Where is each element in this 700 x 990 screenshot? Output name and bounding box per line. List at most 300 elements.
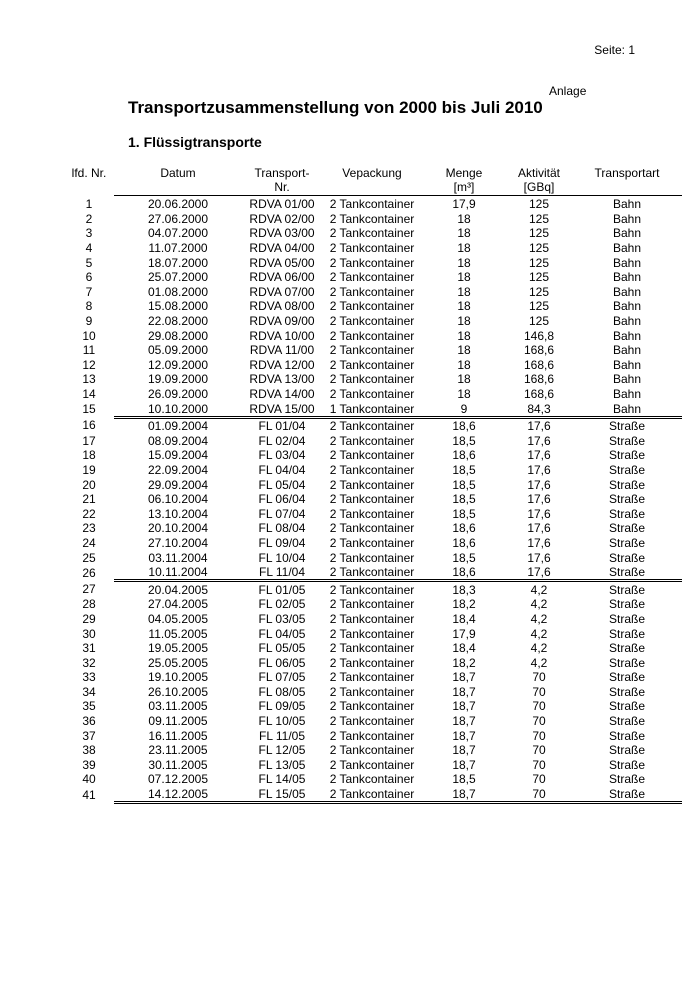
table-row: [64, 521, 682, 536]
cell-verpackung: 2 Tankcontainer: [329, 535, 415, 550]
cell-menge: 18,5: [452, 772, 476, 787]
table-row: [64, 714, 682, 729]
cell-menge: 18: [457, 387, 471, 402]
cell-lfd-nr: 5: [85, 255, 93, 270]
cell-lfd-nr: 38: [82, 743, 96, 758]
table-row: [64, 314, 682, 329]
table-header: [64, 166, 682, 196]
cell-transportart: Straße: [608, 477, 645, 492]
table-row: [64, 758, 682, 773]
column-header-transportart: Transportart: [572, 166, 682, 196]
cell-transportart: Straße: [608, 448, 645, 463]
cell-lfd-nr: 33: [82, 670, 96, 685]
cell-lfd-nr: 41: [82, 787, 96, 802]
cell-aktivitaet: 4,2: [530, 655, 548, 670]
cell-transport-nr: RDVA 02/00: [249, 211, 315, 226]
column-header-transport-nr: Transport- Nr.: [242, 166, 322, 196]
cell-aktivitaet: 17,6: [527, 535, 551, 550]
cell-verpackung: 2 Tankcontainer: [329, 492, 415, 507]
cell-transportart: Bahn: [612, 284, 642, 299]
table-row: [64, 387, 682, 402]
cell-datum: 18.07.2000: [147, 255, 209, 270]
cell-menge: 18,7: [452, 714, 476, 729]
cell-transport-nr: FL 03/05: [258, 611, 306, 626]
cell-lfd-nr: 4: [85, 241, 93, 256]
cell-aktivitaet: 125: [528, 255, 550, 270]
cell-datum: 20.10.2004: [147, 521, 209, 536]
cell-transportart: Bahn: [612, 372, 642, 387]
table-row: [64, 550, 682, 565]
cell-lfd-nr: 13: [82, 372, 96, 387]
cell-menge: 18,6: [452, 448, 476, 463]
cell-transportart: Straße: [608, 743, 645, 758]
cell-datum: 22.09.2004: [147, 462, 209, 477]
cell-datum: 25.05.2005: [147, 655, 209, 670]
cell-datum: 22.08.2000: [147, 314, 209, 329]
cell-lfd-nr: 36: [82, 714, 96, 729]
cell-verpackung: 2 Tankcontainer: [329, 550, 415, 565]
cell-datum: 25.07.2000: [147, 270, 209, 285]
cell-lfd-nr: 34: [82, 684, 96, 699]
cell-lfd-nr: 16: [82, 418, 96, 433]
cell-transport-nr: RDVA 09/00: [249, 314, 315, 329]
cell-aktivitaet: 168,6: [523, 357, 555, 372]
cell-verpackung: 2 Tankcontainer: [329, 433, 415, 448]
cell-lfd-nr: 28: [82, 597, 96, 612]
cell-datum: 10.10.2000: [114, 401, 242, 417]
table-row: [64, 196, 682, 212]
cell-menge: 18,7: [452, 670, 476, 685]
cell-transportart: Straße: [608, 714, 645, 729]
table-row: [64, 417, 682, 433]
cell-verpackung: 2 Tankcontainer: [329, 670, 415, 685]
cell-transport-nr: RDVA 01/00: [249, 197, 315, 212]
cell-aktivitaet: 4,2: [530, 611, 548, 626]
table-row: [64, 299, 682, 314]
cell-transportart: Straße: [608, 757, 645, 772]
cell-transport-nr: FL 13/05: [258, 757, 306, 772]
cell-transportart: Straße: [608, 462, 645, 477]
cell-menge: 18: [457, 343, 471, 358]
table-row: [64, 655, 682, 670]
cell-lfd-nr: 9: [85, 314, 93, 329]
cell-transportart: Straße: [572, 565, 682, 581]
cell-datum: 04.05.2005: [147, 611, 209, 626]
cell-lfd-nr: 17: [82, 433, 96, 448]
cell-transportart: Straße: [608, 684, 645, 699]
cell-lfd-nr: 40: [82, 772, 96, 787]
cell-verpackung: 2 Tankcontainer: [329, 387, 415, 402]
transport-table: [64, 166, 682, 804]
cell-datum: 29.09.2004: [147, 477, 209, 492]
cell-verpackung: 2 Tankcontainer: [329, 343, 415, 358]
cell-transport-nr: FL 05/04: [258, 477, 306, 492]
cell-menge: 18,6: [452, 521, 476, 536]
cell-aktivitaet: 70: [532, 772, 546, 787]
cell-datum: 01.09.2004: [147, 419, 209, 434]
cell-transportart: Bahn: [612, 226, 642, 241]
cell-lfd-nr: 26: [82, 565, 96, 580]
cell-transport-nr: RDVA 04/00: [249, 241, 315, 256]
cell-lfd-nr: 37: [82, 728, 96, 743]
cell-datum: 10.11.2004: [114, 565, 242, 581]
cell-verpackung: 2 Tankcontainer: [329, 714, 415, 729]
cell-datum: 01.08.2000: [147, 284, 209, 299]
cell-lfd-nr: 3: [85, 226, 93, 241]
cell-menge: 18: [457, 328, 471, 343]
cell-aktivitaet: 17,6: [506, 565, 572, 581]
cell-lfd-nr: 39: [82, 757, 96, 772]
cell-lfd-nr: 35: [82, 699, 96, 714]
cell-lfd-nr: 29: [82, 611, 96, 626]
cell-lfd-nr: 12: [82, 357, 96, 372]
cell-menge: 18: [457, 314, 471, 329]
cell-transport-nr: FL 15/05: [242, 787, 322, 803]
cell-verpackung: 2 Tankcontainer: [329, 328, 415, 343]
cell-lfd-nr: 25: [82, 550, 96, 565]
cell-transport-nr: FL 04/04: [258, 462, 306, 477]
cell-datum: 16.11.2005: [148, 728, 208, 743]
cell-verpackung: 2 Tankcontainer: [322, 565, 422, 581]
cell-datum: 26.09.2000: [147, 387, 209, 402]
cell-aktivitaet: 4,2: [530, 626, 548, 641]
cell-verpackung: 2 Tankcontainer: [329, 211, 415, 226]
cell-aktivitaet: 70: [532, 757, 546, 772]
cell-menge: 18,5: [452, 506, 476, 521]
cell-transport-nr: RDVA 13/00: [249, 372, 315, 387]
table-row: [64, 626, 682, 641]
cell-menge: 18,3: [452, 582, 476, 597]
cell-datum: 05.09.2000: [147, 343, 209, 358]
cell-menge: 18,7: [452, 684, 476, 699]
cell-menge: 18: [457, 284, 471, 299]
cell-aktivitaet: 70: [532, 714, 546, 729]
cell-transportart: Straße: [608, 582, 645, 597]
table-row: [64, 581, 682, 597]
cell-aktivitaet: 168,6: [523, 387, 555, 402]
cell-transportart: Straße: [608, 728, 645, 743]
cell-transportart: Bahn: [572, 401, 682, 417]
cell-menge: 17,9: [452, 626, 476, 641]
cell-verpackung: 2 Tankcontainer: [329, 477, 415, 492]
cell-transport-nr: RDVA 11/00: [249, 343, 315, 358]
column-header-menge: Menge [m³]: [422, 166, 506, 196]
cell-verpackung: 2 Tankcontainer: [329, 626, 415, 641]
cell-aktivitaet: 70: [532, 743, 546, 758]
cell-transport-nr: FL 08/04: [258, 521, 306, 536]
cell-transport-nr: RDVA 08/00: [249, 299, 315, 314]
cell-verpackung: 2 Tankcontainer: [329, 655, 415, 670]
cell-menge: 18,5: [452, 462, 476, 477]
cell-verpackung: 2 Tankcontainer: [329, 641, 415, 656]
cell-aktivitaet: 17,6: [527, 506, 551, 521]
cell-datum: 11.07.2000: [148, 241, 208, 256]
cell-aktivitaet: 4,2: [530, 641, 548, 656]
cell-verpackung: 2 Tankcontainer: [329, 241, 415, 256]
cell-aktivitaet: 125: [528, 284, 550, 299]
cell-menge: 18: [457, 226, 471, 241]
cell-verpackung: 2 Tankcontainer: [329, 699, 415, 714]
cell-datum: 23.11.2005: [148, 743, 208, 758]
table-row: [64, 685, 682, 700]
cell-aktivitaet: 84,3: [506, 401, 572, 417]
table-row: [64, 285, 682, 300]
cell-verpackung: 1 Tankcontainer: [322, 401, 422, 417]
cell-transportart: Straße: [608, 699, 645, 714]
cell-verpackung: 2 Tankcontainer: [329, 611, 415, 626]
cell-datum: 08.09.2004: [147, 433, 209, 448]
column-header-aktivitaet: Aktivität [GBq]: [506, 166, 572, 196]
cell-datum: 20.06.2000: [147, 197, 209, 212]
cell-transport-nr: FL 02/04: [258, 433, 306, 448]
table-row: [64, 212, 682, 227]
cell-transportart: Bahn: [612, 241, 642, 256]
cell-lfd-nr: 7: [85, 284, 93, 299]
table-row: [64, 699, 682, 714]
cell-verpackung: 2 Tankcontainer: [329, 757, 415, 772]
cell-menge: 9: [422, 401, 506, 417]
cell-lfd-nr: 11: [82, 343, 96, 358]
cell-transport-nr: FL 05/05: [258, 641, 306, 656]
cell-datum: 06.10.2004: [147, 492, 209, 507]
cell-transportart: Bahn: [612, 343, 642, 358]
cell-lfd-nr: 24: [82, 535, 96, 550]
cell-verpackung: 2 Tankcontainer: [329, 419, 415, 434]
cell-transport-nr: RDVA 14/00: [249, 387, 315, 402]
cell-transportart: Straße: [608, 506, 645, 521]
table-row: [64, 401, 682, 417]
cell-lfd-nr: 31: [82, 641, 96, 656]
cell-menge: 18,6: [452, 419, 476, 434]
cell-verpackung: 2 Tankcontainer: [329, 226, 415, 241]
cell-verpackung: 2 Tankcontainer: [329, 448, 415, 463]
cell-transportart: Bahn: [612, 357, 642, 372]
table-row: [64, 328, 682, 343]
cell-aktivitaet: 70: [532, 699, 546, 714]
section-heading: 1. Flüssigtransporte: [128, 134, 262, 150]
cell-aktivitaet: 168,6: [523, 372, 555, 387]
document-title: Transportzusammenstellung von 2000 bis Juli 2010: [128, 98, 543, 117]
cell-aktivitaet: 17,6: [527, 448, 551, 463]
cell-transportart: Straße: [608, 655, 645, 670]
cell-lfd-nr: 23: [82, 521, 96, 536]
cell-verpackung: 2 Tankcontainer: [329, 372, 415, 387]
cell-menge: 18,5: [452, 492, 476, 507]
cell-datum: 11.05.2005: [148, 626, 208, 641]
cell-aktivitaet: 17,6: [527, 433, 551, 448]
cell-datum: 15.08.2000: [147, 299, 209, 314]
cell-aktivitaet: 125: [528, 211, 550, 226]
cell-transport-nr: FL 03/04: [258, 448, 306, 463]
cell-transport-nr: FL 01/04: [258, 419, 306, 434]
cell-menge: 18,7: [452, 699, 476, 714]
table-row: [64, 536, 682, 551]
cell-datum: 09.11.2005: [148, 714, 208, 729]
cell-transport-nr: FL 07/05: [258, 670, 306, 685]
table-row: [64, 463, 682, 478]
cell-verpackung: 2 Tankcontainer: [329, 506, 415, 521]
cell-lfd-nr: 18: [82, 448, 96, 463]
cell-menge: 18: [457, 211, 471, 226]
cell-lfd-nr: 15: [82, 402, 96, 417]
cell-menge: 18: [457, 372, 471, 387]
cell-lfd-nr: 2: [85, 211, 93, 226]
cell-transportart: Straße: [608, 611, 645, 626]
cell-aktivitaet: 17,6: [527, 492, 551, 507]
cell-verpackung: 2 Tankcontainer: [329, 357, 415, 372]
table-row: [64, 597, 682, 612]
table-row: [64, 255, 682, 270]
table-row: [64, 343, 682, 358]
column-header-verpackung: Vepackung: [322, 166, 422, 196]
cell-menge: 18: [457, 299, 471, 314]
cell-transportart: Straße: [608, 550, 645, 565]
table-row: [64, 372, 682, 387]
table-row: [64, 670, 682, 685]
cell-transport-nr: RDVA 12/00: [249, 357, 315, 372]
cell-datum: 07.12.2005: [147, 772, 209, 787]
cell-aktivitaet: 70: [532, 728, 546, 743]
cell-aktivitaet: 17,6: [527, 419, 551, 434]
cell-aktivitaet: 70: [506, 787, 572, 803]
cell-verpackung: 2 Tankcontainer: [329, 462, 415, 477]
cell-transportart: Straße: [572, 787, 682, 803]
cell-aktivitaet: 70: [532, 684, 546, 699]
cell-aktivitaet: 17,6: [527, 550, 551, 565]
cell-verpackung: 2 Tankcontainer: [329, 521, 415, 536]
cell-lfd-nr: 30: [82, 626, 96, 641]
table-row: [64, 772, 682, 787]
cell-menge: 18,7: [422, 787, 506, 803]
cell-transport-nr: FL 14/05: [258, 772, 306, 787]
cell-transportart: Bahn: [612, 270, 642, 285]
cell-menge: 18: [457, 241, 471, 256]
cell-datum: 19.09.2000: [147, 372, 209, 387]
cell-menge: 18,5: [452, 550, 476, 565]
cell-aktivitaet: 17,6: [527, 521, 551, 536]
cell-aktivitaet: 168,6: [523, 343, 555, 358]
cell-datum: 29.08.2000: [147, 328, 209, 343]
cell-aktivitaet: 17,6: [527, 462, 551, 477]
cell-aktivitaet: 125: [528, 197, 550, 212]
cell-menge: 18,7: [452, 743, 476, 758]
cell-lfd-nr: 20: [82, 477, 96, 492]
cell-datum: 03.11.2005: [148, 699, 208, 714]
column-header-datum: Datum: [114, 166, 242, 196]
cell-lfd-nr: 32: [82, 655, 96, 670]
table-row: [64, 270, 682, 285]
cell-aktivitaet: 125: [528, 241, 550, 256]
cell-datum: 30.11.2005: [148, 757, 208, 772]
cell-datum: 27.06.2000: [147, 211, 209, 226]
cell-verpackung: 2 Tankcontainer: [329, 728, 415, 743]
annex-label: Anlage: [549, 84, 587, 98]
table-row: [64, 226, 682, 241]
table-row: [64, 477, 682, 492]
cell-verpackung: 2 Tankcontainer: [329, 772, 415, 787]
cell-datum: 03.11.2004: [148, 550, 208, 565]
cell-verpackung: 2 Tankcontainer: [322, 787, 422, 803]
cell-transport-nr: FL 12/05: [258, 743, 306, 758]
cell-transportart: Straße: [608, 535, 645, 550]
cell-datum: 14.12.2005: [114, 787, 242, 803]
table-row: [64, 743, 682, 758]
cell-datum: 20.04.2005: [147, 582, 209, 597]
cell-transport-nr: FL 06/04: [258, 492, 306, 507]
table-body: [64, 196, 682, 803]
cell-aktivitaet: 17,6: [527, 477, 551, 492]
cell-lfd-nr: 14: [82, 387, 96, 402]
table-row: [64, 612, 682, 627]
cell-lfd-nr: 22: [82, 506, 96, 521]
cell-verpackung: 2 Tankcontainer: [329, 255, 415, 270]
cell-transport-nr: RDVA 03/00: [249, 226, 315, 241]
cell-transport-nr: FL 04/05: [258, 626, 306, 641]
cell-transport-nr: FL 11/04: [242, 565, 322, 581]
cell-aktivitaet: 125: [528, 314, 550, 329]
table-row: [64, 787, 682, 803]
table-row: [64, 358, 682, 373]
table-row: [64, 565, 682, 581]
cell-aktivitaet: 125: [528, 270, 550, 285]
cell-lfd-nr: 10: [82, 328, 96, 343]
cell-transportart: Bahn: [612, 328, 642, 343]
cell-transportart: Straße: [608, 641, 645, 656]
cell-menge: 18,7: [452, 757, 476, 772]
cell-menge: 18: [457, 270, 471, 285]
cell-transport-nr: RDVA 10/00: [249, 328, 315, 343]
header-row: [64, 166, 682, 196]
cell-transportart: Bahn: [612, 299, 642, 314]
cell-menge: 18,2: [452, 597, 476, 612]
cell-transport-nr: FL 10/05: [258, 714, 306, 729]
cell-verpackung: 2 Tankcontainer: [329, 743, 415, 758]
cell-verpackung: 2 Tankcontainer: [329, 314, 415, 329]
cell-verpackung: 2 Tankcontainer: [329, 582, 415, 597]
cell-lfd-nr: 6: [85, 270, 93, 285]
cell-transportart: Bahn: [612, 211, 642, 226]
cell-datum: 04.07.2000: [147, 226, 209, 241]
cell-datum: 26.10.2005: [147, 684, 209, 699]
cell-verpackung: 2 Tankcontainer: [329, 684, 415, 699]
cell-lfd-nr: 8: [85, 299, 93, 314]
cell-transport-nr: RDVA 05/00: [249, 255, 315, 270]
cell-aktivitaet: 125: [528, 299, 550, 314]
cell-transport-nr: FL 01/05: [258, 582, 306, 597]
cell-lfd-nr: 19: [82, 462, 96, 477]
table-row: [64, 434, 682, 449]
table-row: [64, 506, 682, 521]
cell-transport-nr: FL 09/05: [258, 699, 306, 714]
cell-verpackung: 2 Tankcontainer: [329, 197, 415, 212]
table-row: [64, 492, 682, 507]
cell-aktivitaet: 125: [528, 226, 550, 241]
cell-transport-nr: RDVA 07/00: [249, 284, 315, 299]
cell-transport-nr: FL 11/05: [258, 728, 306, 743]
cell-datum: 27.04.2005: [147, 597, 209, 612]
table-row: [64, 241, 682, 256]
cell-transport-nr: FL 09/04: [258, 535, 306, 550]
page-number: Seite: 1: [594, 43, 635, 57]
cell-datum: 19.05.2005: [147, 641, 209, 656]
cell-transportart: Bahn: [612, 197, 642, 212]
cell-transport-nr: FL 08/05: [258, 684, 306, 699]
cell-transport-nr: FL 10/04: [258, 550, 306, 565]
cell-lfd-nr: 27: [82, 581, 96, 596]
cell-verpackung: 2 Tankcontainer: [329, 597, 415, 612]
cell-menge: 18,7: [452, 728, 476, 743]
cell-transport-nr: RDVA 06/00: [249, 270, 315, 285]
